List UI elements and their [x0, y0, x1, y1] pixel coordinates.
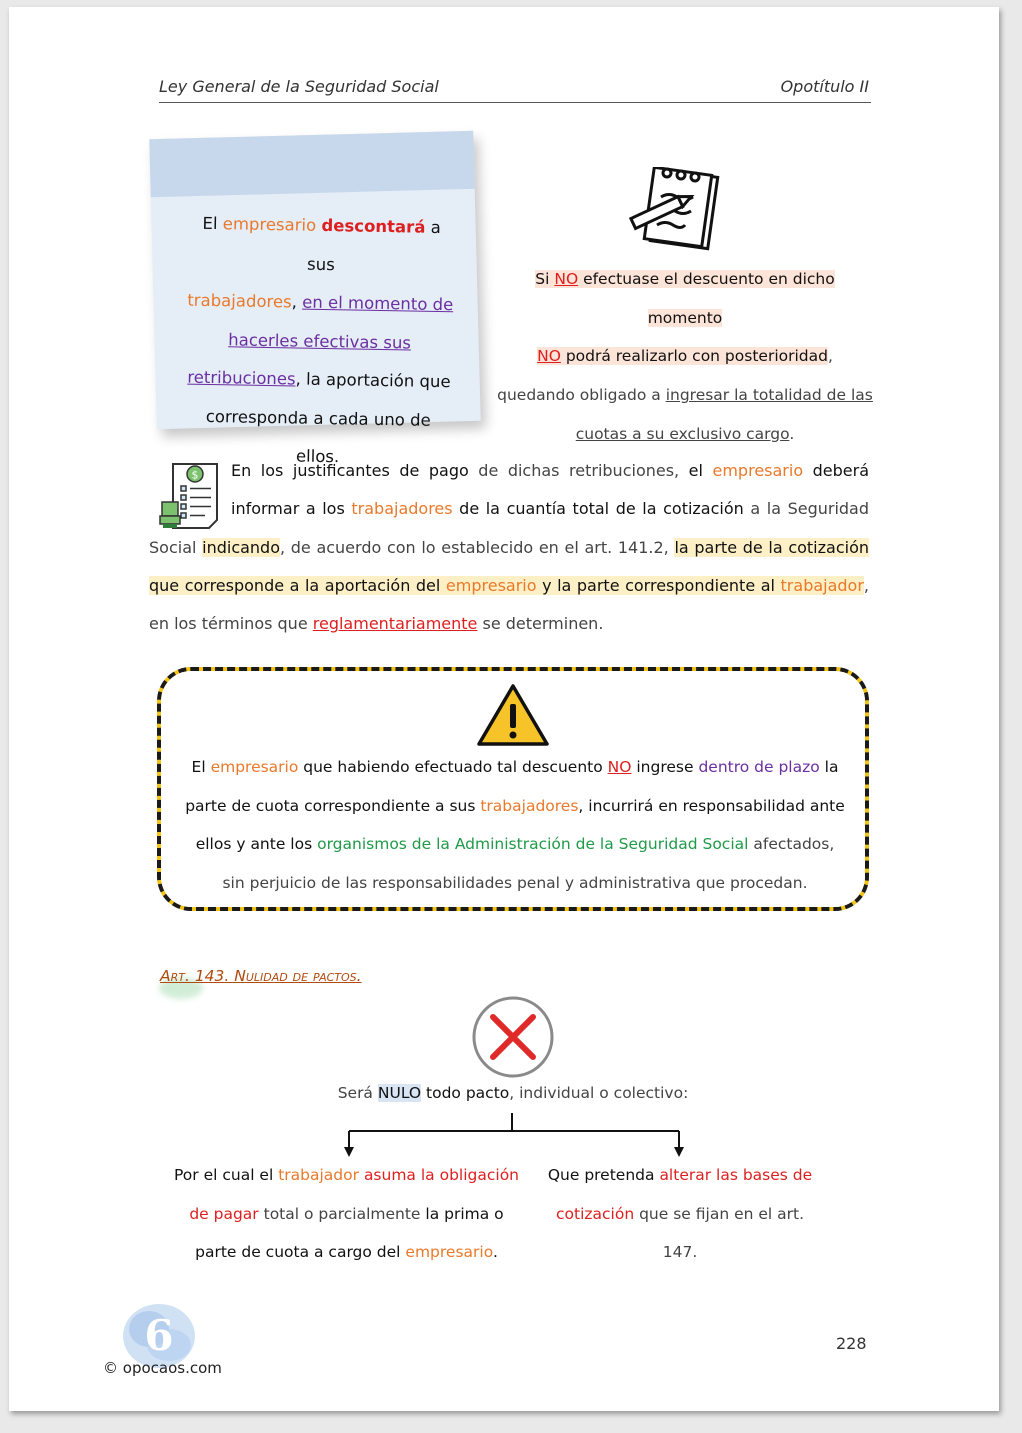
header-divider: [159, 102, 871, 103]
warning-icon: [475, 682, 551, 748]
nulidad-intro: Será NULO todo pacto, individual o colectivo:: [337, 1084, 689, 1102]
sticky-note-text: El empresario descontará a sus trabajadores, en el momento de hacerles efectivas sus retribuciones, la aportación que corresponda a cada uno de ellos.: [187, 213, 454, 467]
nulidad-case-left: Por el cual el trabajador asuma la obligación de pagar total o parcialmente la prima o parte de cuota a cargo del empresario.: [174, 1166, 519, 1261]
page: [9, 7, 999, 1411]
logo-glyph: 6: [144, 1311, 174, 1360]
cross-icon: [471, 995, 555, 1079]
sticky-note: [149, 131, 480, 467]
notepad-pencil-icon: [627, 167, 723, 253]
branch-arrows: [339, 1113, 689, 1159]
header-section: Opotítulo II: [780, 77, 869, 96]
no-descuento-note: Si NO efectuase el descuento en dicho momento NO podrá realizarlo con posterioridad, quedando obligado a ingresar la totalidad de las cuotas a su exclusivo cargo.: [497, 270, 873, 443]
nulidad-case-right: Que pretenda alterar las bases de cotización que se fijan en el art. 147.: [547, 1166, 813, 1261]
sticky-note-tape: [149, 131, 474, 197]
svg-text:$: $: [191, 468, 199, 482]
page-number: 228: [836, 1334, 867, 1353]
header-title: Ley General de la Seguridad Social: [159, 77, 439, 96]
justificantes-paragraph: En los justificantes de pago de dichas retribuciones, el empresario deberá informar a los trabajadores de la cuantía total de la cotización a la Seguridad Social indicando, de acuerdo con lo establecido en el art. 141.2, la parte de la cotización que corresponde a la aportación del empresario y la parte correspondiente al trabajador, en los términos que reglamentariamente se determinen.: [149, 461, 870, 634]
article-title: Art. 143. Nulidad de pactos.: [160, 967, 362, 985]
warning-text: El empresario que habiendo efectuado tal descuento NO ingrese dentro de plazo la parte de cuota correspondiente a sus trabajadores, incurrirá en responsabilidad ante ellos y ante los organismos de la Administración de la Seguridad Social afectados, sin perjuicio de las responsabilidades penal y administrativa que procedan.: [185, 758, 845, 892]
brand-text: © opocaos.com: [103, 1359, 222, 1377]
